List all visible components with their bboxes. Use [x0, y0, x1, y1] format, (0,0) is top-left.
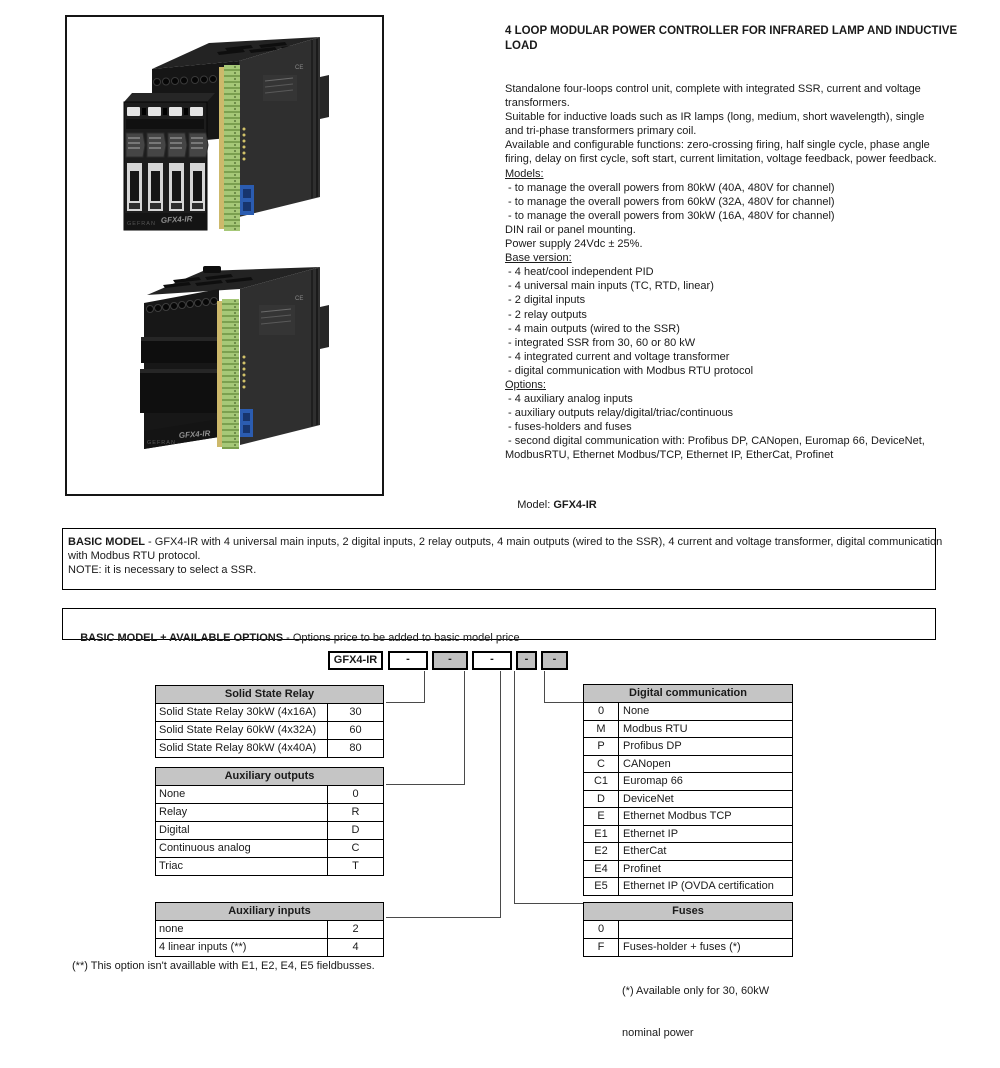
table-header: Auxiliary outputs — [156, 768, 383, 786]
table-body — [156, 786, 383, 875]
connector-aux-outputs — [386, 784, 465, 785]
green-terminal-strip — [222, 299, 239, 449]
row-code: 2 — [352, 923, 359, 935]
row-code: M — [584, 721, 619, 738]
table-row — [584, 703, 792, 720]
table-row — [156, 839, 383, 857]
model-designation — [505, 487, 597, 523]
table-row — [156, 921, 383, 938]
order-code-box: - — [472, 651, 512, 670]
row-label: Euromap 66 — [623, 775, 683, 787]
order-code-box: - — [541, 651, 568, 670]
table-row — [584, 755, 792, 773]
footnote-fuses-line2: nominal power — [622, 1027, 694, 1039]
row-label: Profibus DP — [623, 740, 682, 752]
row-code: D — [584, 791, 619, 808]
table-row — [584, 737, 792, 755]
row-label: 4 linear inputs (**) — [156, 939, 328, 956]
table-row — [156, 938, 383, 956]
row-code: C — [351, 842, 360, 854]
description-line: Options: — [505, 378, 546, 391]
description-line: - 4 auxiliary analog inputs — [505, 393, 633, 406]
green-terminal-strip — [224, 65, 240, 231]
table-row — [156, 821, 383, 839]
table-row — [584, 825, 792, 843]
table-body — [584, 921, 792, 956]
description-line: ModbusRTU, Ethernet Modbus/TCP, Ethernet IP, EtherCat, Profinet — [505, 449, 834, 462]
row-label: Digital — [156, 822, 328, 839]
row-label: Ethernet IP — [623, 827, 679, 840]
row-label: DeviceNet — [623, 792, 674, 805]
description-line: DIN rail or panel mounting. — [505, 223, 636, 236]
row-code: 0 — [584, 703, 619, 720]
table-row — [584, 860, 792, 878]
table-row — [584, 720, 792, 738]
table-auxiliary-outputs — [155, 767, 384, 876]
model-label: Model: — [517, 499, 554, 511]
description-line: - fuses-holders and fuses — [505, 421, 632, 434]
description-line: - second digital communication with: Profibus DP, CANopen, Euromap 66, DeviceNet, — [505, 435, 925, 448]
table-row — [156, 857, 383, 875]
row-code: F — [584, 939, 619, 956]
fuse-tops — [127, 107, 203, 116]
row-label: Fuses-holder + fuses (*) — [623, 941, 741, 953]
row-code: E5 — [584, 878, 619, 895]
row-label: Profinet — [623, 862, 661, 875]
row-label: Continuous analog — [156, 840, 328, 857]
row-label: Solid State Relay 80kW (4x40A) — [156, 740, 328, 757]
page-title-line2: LOAD — [505, 40, 538, 52]
table-header: Auxiliary inputs — [156, 903, 383, 921]
row-code: P — [584, 738, 619, 755]
row-label: Triac — [156, 858, 328, 875]
description-line: and tri-phase transformers primary coil. — [505, 125, 697, 138]
table-row — [584, 842, 792, 860]
model-text: GFX4-IR — [160, 214, 193, 225]
row-code: D — [351, 824, 360, 836]
row-label: Solid State Relay 30kW (4x16A) — [156, 704, 328, 721]
table-body — [156, 921, 383, 956]
connector-ssr — [424, 671, 425, 703]
model-value: GFX4-IR — [553, 499, 597, 511]
basic-model-box — [62, 528, 943, 590]
order-code-box: - — [432, 651, 468, 670]
product-photo-top-device — [124, 37, 329, 231]
row-label: Relay — [156, 804, 328, 821]
row-code: 80 — [349, 742, 362, 754]
table-row — [584, 921, 792, 938]
row-code: E4 — [584, 861, 619, 878]
connector-digital-comm — [544, 671, 545, 703]
footnote-fuses — [622, 956, 769, 1068]
table-row — [156, 803, 383, 821]
table-digital-communication — [583, 684, 793, 896]
description-line: - integrated SSR from 30, 60 or 80 kW — [505, 336, 696, 349]
description-line: firing, delay on first cycle, soft start, current limitation, voltage feedback, power feedback. — [505, 153, 937, 166]
description-line: Models: — [505, 167, 544, 180]
row-label — [619, 921, 792, 938]
row-code: E2 — [584, 843, 619, 860]
table-row — [584, 877, 792, 895]
connector-aux-inputs — [386, 917, 501, 918]
order-code-model-box: GFX4-IR — [328, 651, 383, 670]
basic-model-note: NOTE: it is necessary to select a SSR. — [68, 564, 257, 576]
table-solid-state-relay — [155, 685, 384, 758]
table-row — [156, 721, 383, 739]
row-code: 60 — [349, 724, 362, 736]
row-label: Solid State Relay 60kW (4x32A) — [156, 722, 328, 739]
table-row — [584, 807, 792, 825]
table-auxiliary-inputs — [155, 902, 384, 957]
description-line: Suitable for inductive loads such as IR lamps (long, medium, short wavelength), single — [505, 111, 925, 124]
table-row — [584, 772, 792, 790]
description-line: - to manage the overall powers from 80kW (40A, 480V for channel) — [505, 181, 835, 194]
connector-aux-outputs — [464, 671, 465, 785]
table-header: Digital communication — [584, 685, 792, 703]
row-code: 30 — [349, 706, 362, 718]
description-line: - 4 universal main inputs (TC, RTD, linear) — [505, 280, 714, 293]
description-line: - to manage the overall powers from 60kW (32A, 480V for channel) — [505, 195, 835, 208]
description-line: - auxiliary outputs relay/digital/triac/continuous — [505, 407, 734, 420]
description-line: Available and configurable functions: zero-crossing firing, half single cycle, phase angle — [505, 139, 930, 152]
ce-mark: CE — [295, 65, 304, 71]
table-header: Solid State Relay — [156, 686, 383, 704]
row-code: E1 — [584, 826, 619, 843]
terminal-strip-edge — [217, 301, 222, 447]
row-code: R — [351, 806, 360, 818]
table-row — [156, 704, 383, 721]
row-code: T — [352, 860, 359, 872]
connector-fuses — [514, 671, 515, 904]
row-code: 4 — [352, 941, 359, 953]
row-label: CANopen — [623, 757, 671, 770]
row-label: None — [623, 705, 650, 717]
table-body — [156, 704, 383, 757]
model-text: GFX4-IR — [178, 428, 211, 440]
options-header-box: BASIC MODEL + AVAILABLE OPTIONS - Options price to be added to basic model price — [62, 608, 936, 640]
description-line: Base version: — [505, 252, 572, 265]
product-photo-frame — [65, 15, 384, 496]
footnote-aux-inputs: (**) This option isn't availlable with E1, E2, E4, E5 fieldbusses. — [72, 960, 375, 972]
basic-model-line2: with Modbus RTU protocol. — [68, 550, 201, 562]
table-header: Fuses — [584, 903, 792, 921]
row-label: Ethernet Modbus TCP — [623, 810, 732, 822]
connector-ssr — [386, 702, 425, 703]
row-code: 0 — [584, 921, 619, 938]
description-line: Standalone four-loops control unit, complete with integrated SSR, current and voltage — [505, 83, 921, 95]
footnote-fuses-line1: (*) Available only for 30, 60kW — [622, 985, 770, 997]
row-code: 0 — [352, 788, 359, 800]
basic-model-line1: BASIC MODEL - GFX4-IR with 4 universal main inputs, 2 digital inputs, 2 relay outputs, 4 main outputs (wired to the SSR), 4 current and voltage transformer, digital communication — [68, 536, 943, 548]
row-code: E — [584, 808, 619, 825]
order-code-box: - — [388, 651, 428, 670]
connector-fuses — [514, 903, 583, 904]
table-row — [156, 739, 383, 757]
brand-text: GEFRAN — [127, 221, 156, 227]
table-row — [156, 786, 383, 803]
row-label: None — [156, 786, 328, 803]
front-ridge — [140, 369, 222, 413]
page-title — [505, 24, 960, 54]
description-line: transformers. — [505, 97, 570, 110]
row-label: Ethernet IP (OVDA certification — [623, 880, 774, 892]
order-code-boxes — [388, 651, 572, 670]
table-body — [584, 703, 792, 895]
description-line: - 2 digital inputs — [505, 294, 586, 307]
product-photo-bottom-device — [140, 266, 329, 449]
table-fuses — [583, 902, 793, 957]
description-line: Power supply 24Vdc ± 25%. — [505, 238, 643, 251]
brand-text: GEFRAN — [147, 440, 176, 446]
product-description — [505, 82, 970, 463]
order-code-box: - — [516, 651, 537, 670]
description-line: - digital communication with Modbus RTU protocol — [505, 364, 754, 377]
description-line: - 4 main outputs (wired to the SSR) — [505, 322, 680, 335]
ce-mark: CE — [295, 296, 304, 302]
description-line: - to manage the overall powers from 30kW (16A, 480V for channel) — [505, 209, 835, 222]
table-row — [584, 790, 792, 808]
product-photo — [67, 17, 382, 494]
terminal-strip-edge — [219, 67, 224, 229]
table-row — [584, 938, 792, 956]
row-label: EtherCat — [623, 845, 667, 857]
row-code: C — [584, 756, 619, 773]
row-code: C1 — [584, 773, 619, 790]
description-line: - 4 heat/cool independent PID — [505, 266, 654, 279]
description-line: - 2 relay outputs — [505, 308, 587, 321]
row-label: Modbus RTU — [623, 722, 688, 735]
page-title-line1: 4 LOOP MODULAR POWER CONTROLLER FOR INFRARED LAMP AND INDUCTIVE — [505, 25, 958, 37]
row-label: none — [156, 921, 328, 938]
description-line: - 4 integrated current and voltage transformer — [505, 350, 730, 363]
connector-aux-inputs — [500, 671, 501, 918]
connector-digital-comm — [544, 702, 583, 703]
